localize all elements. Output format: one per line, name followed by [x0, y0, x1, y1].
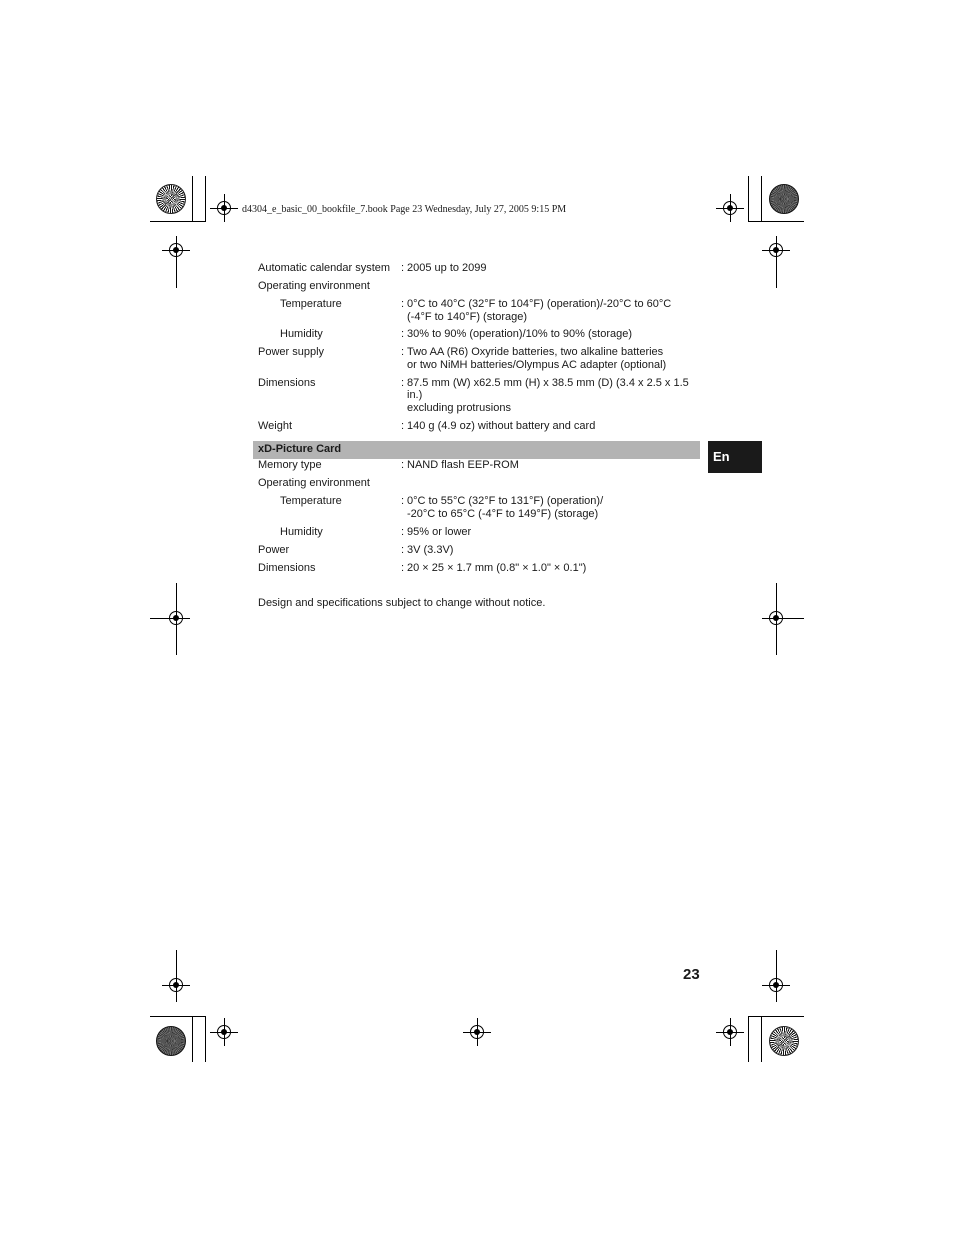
spec-colon: : — [401, 495, 405, 507]
spec-value: 30% to 90% (operation)/10% to 90% (storage) — [407, 328, 633, 340]
spec-label: Power supply — [258, 346, 325, 358]
language-tab-label: En — [713, 449, 730, 464]
section-title: xD-Picture Card — [258, 443, 342, 455]
language-tab — [708, 441, 762, 473]
registration-target-icon — [217, 201, 231, 215]
spec-colon: : — [401, 562, 405, 574]
spec-label: Dimensions — [258, 562, 316, 574]
registration-target-icon — [470, 1025, 484, 1039]
spec-label: Dimensions — [258, 377, 316, 389]
starburst-icon — [156, 1026, 186, 1056]
spec-colon: : — [401, 420, 405, 432]
spec-colon: : — [401, 262, 405, 274]
spec-value: 95% or lower — [407, 526, 472, 538]
registration-target-icon — [723, 1025, 737, 1039]
spec-label: Memory type — [258, 459, 322, 471]
registration-target-icon — [217, 1025, 231, 1039]
disclaimer-note: Design and specifications subject to change without notice. — [258, 597, 546, 609]
spec-value: NAND flash EEP-ROM — [407, 459, 519, 471]
spec-value: excluding protrusions — [407, 402, 511, 414]
spec-label: Operating environment — [258, 280, 370, 292]
registration-target-icon — [769, 243, 783, 257]
registration-target-icon — [769, 611, 783, 625]
spec-value: in.) — [407, 389, 423, 401]
spec-colon: : — [401, 544, 405, 556]
spec-value: 3V (3.3V) — [407, 544, 454, 556]
spec-value: 87.5 mm (W) x62.5 mm (H) x 38.5 mm (D) (3.4 x 2.5 x 1.5 — [407, 377, 689, 389]
spec-colon: : — [401, 526, 405, 538]
spec-colon: : — [401, 298, 405, 310]
page-number: 23 — [683, 966, 700, 983]
spec-value: 0°C to 40°C (32°F to 104°F) (operation)/-20°C to 60°C — [407, 298, 672, 310]
spec-colon: : — [401, 459, 405, 471]
spec-value: 20 × 25 × 1.7 mm (0.8" × 1.0" × 0.1") — [407, 562, 587, 574]
spec-colon: : — [401, 377, 405, 389]
file-info-header: d4304_e_basic_00_bookfile_7.book Page 23 Wednesday, July 27, 2005 9:15 PM — [242, 204, 567, 215]
spec-value: 0°C to 55°C (32°F to 131°F) (operation)/ — [407, 495, 604, 507]
registration-target-icon — [723, 201, 737, 215]
spec-label: Automatic calendar system — [258, 262, 391, 274]
spec-colon: : — [401, 328, 405, 340]
spec-value: (-4°F to 140°F) (storage) — [407, 311, 528, 323]
registration-target-icon — [169, 978, 183, 992]
starburst-icon — [769, 184, 799, 214]
spec-value: Two AA (R6) Oxyride batteries, two alkaline batteries — [407, 346, 664, 358]
registration-target-icon — [169, 243, 183, 257]
spec-value: -20°C to 65°C (-4°F to 149°F) (storage) — [407, 508, 599, 520]
starburst-icon — [769, 1026, 799, 1056]
registration-target-icon — [169, 611, 183, 625]
spec-label: Power — [258, 544, 290, 556]
spec-label: Weight — [258, 420, 293, 432]
spec-colon: : — [401, 346, 405, 358]
starburst-icon — [156, 184, 186, 214]
spec-value: 140 g (4.9 oz) without battery and card — [407, 420, 596, 432]
spec-value: 2005 up to 2099 — [407, 262, 487, 274]
spec-label: Operating environment — [258, 477, 370, 489]
spec-label: Temperature — [280, 298, 342, 310]
registration-target-icon — [769, 978, 783, 992]
spec-label: Humidity — [280, 526, 323, 538]
spec-label: Temperature — [280, 495, 342, 507]
spec-label: Humidity — [280, 328, 323, 340]
spec-value: or two NiMH batteries/Olympus AC adapter (optional) — [407, 359, 667, 371]
section-header-bar — [253, 441, 700, 459]
